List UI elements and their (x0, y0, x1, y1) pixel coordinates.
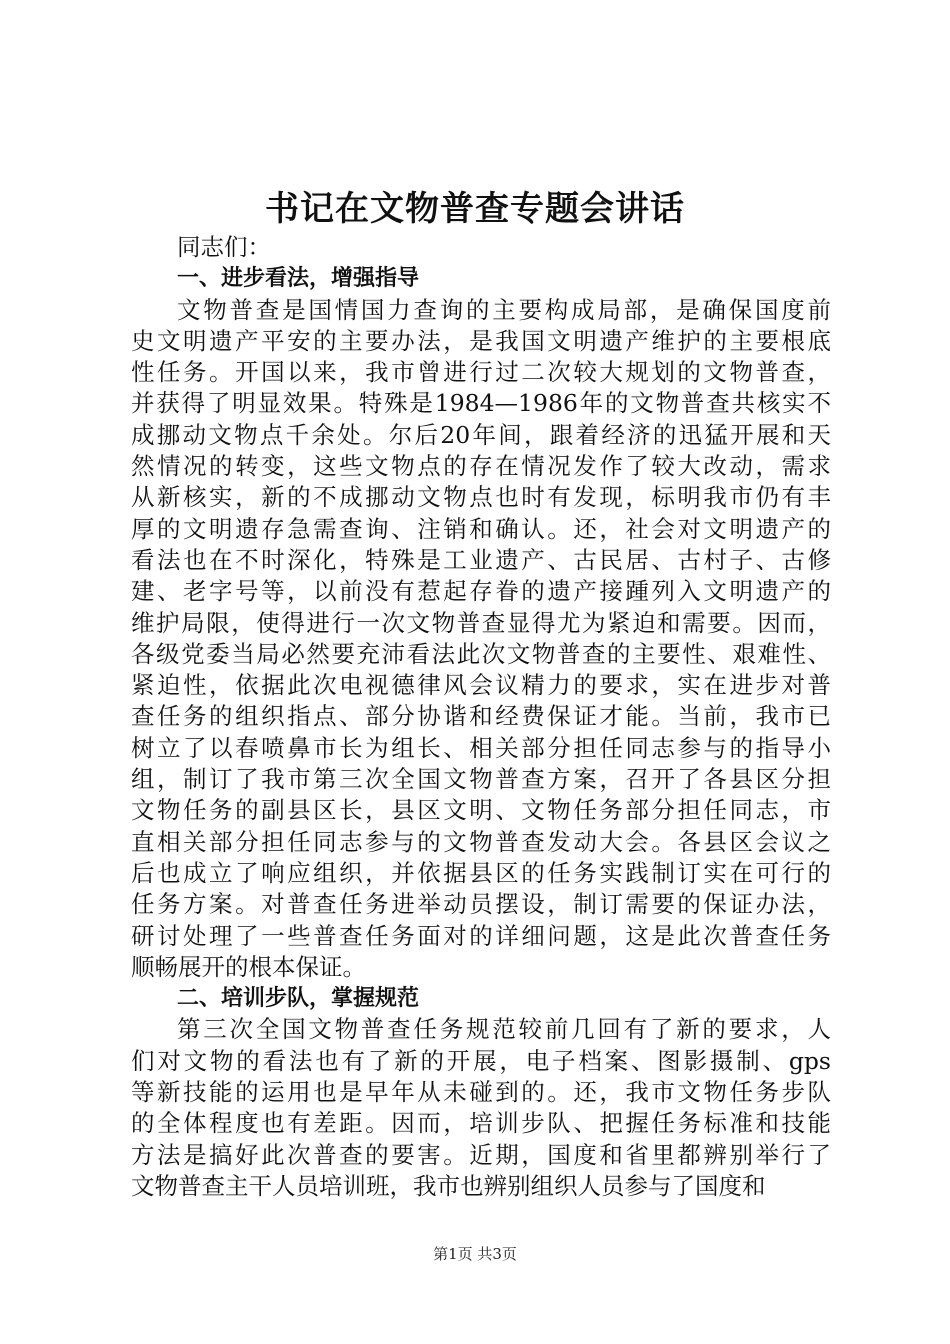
paragraph-line: 们对文物的看法也有了新的开展，电子档案、图影摄制、gps (131, 1046, 831, 1075)
paragraph-line: 研讨处理了一些普查任务面对的详细问题，这是此次普查任务 (131, 921, 831, 950)
section-heading: 一、进步看法，增强指导 (177, 266, 420, 292)
paragraph-line: 的全体程度也有差距。因而，培训步队、把握任务标准和技能 (131, 1109, 831, 1138)
paragraph-line: 查任务的组织指点、部分协谐和经费保证才能。当前，我市已 (131, 702, 831, 731)
paragraph-line: 方法是搞好此次普查的要害。近期，国度和省里都辨别举行了 (131, 1140, 831, 1169)
paragraph-line: 从新核实，新的不成挪动文物点也时有发现，标明我市仍有丰 (131, 483, 831, 512)
paragraph-line: 性任务。开国以来，我市曾进行过二次较大规划的文物普查， (131, 358, 831, 387)
page-footer: 第1页 共3页 (433, 1245, 517, 1263)
paragraph-line: 维护局限，使得进行一次文物普查显得尤为紧迫和需要。因而， (131, 608, 831, 637)
section-heading: 二、培训步队，掌握规范 (177, 986, 420, 1012)
paragraph-line: 任务方案。对普查任务进举动员摆设，制订需要的保证办法， (131, 890, 831, 919)
paragraph-line: 顺畅展开的根本保证。 (131, 952, 366, 981)
paragraph-line: 树立了以春喷鼻市长为组长、相关部分担任同志参与的指导小 (131, 733, 831, 762)
paragraph-line: 并获得了明显效果。特殊是1984—1986年的文物普查共核实不 (131, 389, 831, 418)
paragraph-line: 然情况的转变，这些文物点的存在情况发作了较大改动，需求 (131, 452, 831, 481)
section1-paragraph (131, 295, 831, 984)
document-title: 书记在文物普查专题会讲话 (265, 189, 685, 229)
paragraph-line: 文物普查是国情国力查询的主要构成局部，是确保国度前 (177, 295, 831, 324)
paragraph-line: 直相关部分担任同志参与的文物普查发动大会。各县区会议之 (131, 827, 831, 856)
paragraph-line: 史文明遗产平安的主要办法，是我国文明遗产维护的主要根底 (131, 326, 831, 355)
paragraph-line: 文物普查主干人员培训班，我市也辨别组织人员参与了国度和 (131, 1171, 766, 1200)
paragraph-line: 建、老字号等，以前没有惹起存眷的遗产接踵列入文明遗产的 (131, 577, 831, 606)
section2-paragraph (131, 1014, 831, 1202)
paragraph-line: 成挪动文物点千余处。尔后20年间，跟着经济的迅猛开展和天 (131, 420, 831, 449)
paragraph-line: 文物任务的副县区长，县区文明、文物任务部分担任同志，市 (131, 796, 831, 825)
paragraph-line: 看法也在不时深化，特殊是工业遗产、古民居、古村子、古修 (131, 545, 831, 574)
paragraph-line: 厚的文明遗存急需查询、注销和确认。还，社会对文明遗产的 (131, 514, 831, 543)
paragraph-line: 组，制订了我市第三次全国文物普查方案，召开了各县区分担 (131, 765, 831, 794)
paragraph-line: 后也成立了响应组织，并依据县区的任务实践制订实在可行的 (131, 858, 831, 887)
paragraph-line: 等新技能的运用也是早年从未碰到的。还，我市文物任务步队 (131, 1078, 831, 1107)
paragraph-line: 紧迫性，依据此次电视德律风会议精力的要求，实在进步对普 (131, 671, 831, 700)
paragraph-line: 各级党委当局必然要充沛看法此次文物普查的主要性、艰难性、 (131, 639, 831, 668)
paragraph-line: 第三次全国文物普查任务规范较前几回有了新的要求，人 (177, 1015, 831, 1044)
document-body (131, 232, 831, 1202)
greeting: 同志们： (177, 233, 271, 261)
